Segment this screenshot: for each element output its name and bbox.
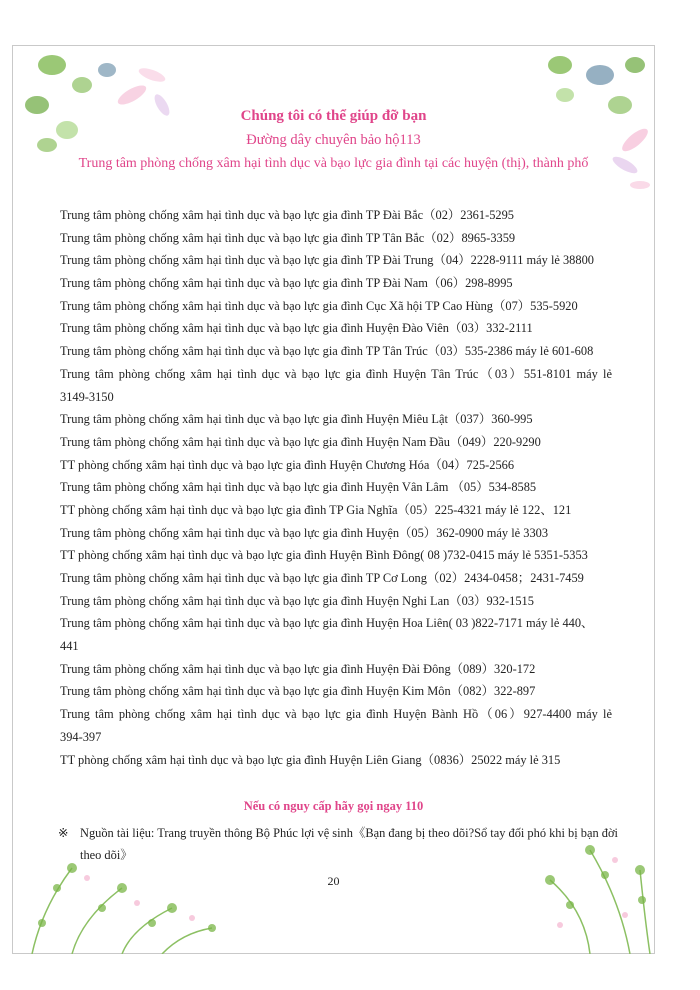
center-line: Trung tâm phòng chống xâm hại tình dục và bạo lực gia đình TP Đài Trung（04）2228-9111 máy lẻ 38800: [60, 253, 594, 268]
center-line: Trung tâm phòng chống xâm hại tình dục và bạo lực gia đình Huyện Vân Lâm （05）534-8585: [60, 480, 537, 495]
center-line: 441: [60, 639, 79, 654]
center-line: Trung tâm phòng chống xâm hại tình dục và bạo lực gia đình TP Tân Bắc（02）8965-3359: [60, 230, 516, 245]
centers-subtitle: Trung tâm phòng chống xâm hại tình dục và bạo lực gia đình tại các huyện (thị), thành phố: [78, 156, 589, 171]
hotline-heading: Đường dây chuyên bảo hộ113: [246, 132, 421, 148]
center-line: Trung tâm phòng chống xâm hại tình dục và bạo lực gia đình Huyện Miêu Lật（037）360-995: [60, 412, 533, 427]
center-line: Trung tâm phòng chống xâm hại tình dục và bạo lực gia đình Huyện Hoa Liên( 03 )822-7171 máy lẻ 440、: [60, 616, 594, 631]
center-line: Trung tâm phòng chống xâm hại tình dục và bạo lực gia đình TP Đài Bắc（02）2361-5295: [60, 208, 514, 222]
page-number: 20: [327, 874, 340, 888]
center-line: Trung tâm phòng chống xâm hại tình dục và bạo lực gia đình Huyện（05）362-0900 máy lẻ 3303: [60, 525, 549, 540]
center-line: TT phòng chống xâm hại tình dục và bạo lực gia đình Huyện Chương Hóa（04）725-2566: [60, 457, 515, 472]
center-line: Trung tâm phòng chống xâm hại tình dục và bạo lực gia đình Huyện Nghi Lan（03）932-1515: [60, 593, 534, 608]
page-title: Chúng tôi có thể giúp đỡ bạn: [240, 108, 427, 124]
source-note: [60, 822, 620, 866]
center-line: Trung tâm phòng chống xâm hại tình dục và bạo lực gia đình Cục Xã hội TP Cao Hùng（07）535-5920: [60, 298, 578, 313]
center-line: TT phòng chống xâm hại tình dục và bạo lực gia đình TP Gia Nghĩa（05）225-4321 máy lẻ 122、121: [60, 502, 572, 517]
center-line: Trung tâm phòng chống xâm hại tình dục và bạo lực gia đình Huyện Đài Đông（089）320-172: [60, 661, 536, 676]
source-text: Nguồn tài liệu: Trang truyền thông Bộ Phúc lợi vệ sinh《Bạn đang bị theo dõi?Sổ tay đối phó khi bị bạn đời theo dõi》: [80, 826, 618, 862]
center-line: 3149-3150: [60, 389, 114, 404]
center-line: Trung tâm phòng chống xâm hại tình dục và bạo lực gia đình Huyện Nam Đầu（049）220-9290: [60, 434, 541, 449]
center-line: TT phòng chống xâm hại tình dục và bạo lực gia đình Huyện Bình Đông( 08 )732-0415 máy lẻ 5351-5353: [60, 548, 588, 563]
reference-mark-icon: ※: [58, 826, 69, 840]
center-line: TT phòng chống xâm hại tình dục và bạo lực gia đình Huyện Liên Giang（0836）25022 máy lẻ 315: [60, 752, 561, 767]
emergency-notice: Nếu có nguy cấp hãy gọi ngay 110: [243, 799, 424, 813]
center-list: [60, 204, 612, 771]
center-line: Trung tâm phòng chống xâm hại tình dục và bạo lực gia đình Huyện Kim Môn（082）322-897: [60, 684, 536, 699]
center-line: Trung tâm phòng chống xâm hại tình dục và bạo lực gia đình Huyện Bành Hồ（06）927-4400 máy lẻ: [60, 707, 612, 722]
center-line: Trung tâm phòng chống xâm hại tình dục và bạo lực gia đình Huyện Tân Trúc（03）551-8101 máy lẻ: [60, 366, 612, 381]
center-line: Trung tâm phòng chống xâm hại tình dục và bạo lực gia đình TP Cơ Long（02）2434-0458；2431-7459: [60, 571, 584, 585]
center-line: Trung tâm phòng chống xâm hại tình dục và bạo lực gia đình TP Đài Nam（06）298-8995: [60, 276, 513, 291]
center-line: 394-397: [60, 729, 102, 744]
center-line: Trung tâm phòng chống xâm hại tình dục và bạo lực gia đình Huyện Đào Viên（03）332-2111: [60, 321, 533, 336]
center-line: Trung tâm phòng chống xâm hại tình dục và bạo lực gia đình TP Tân Trúc（03）535-2386 máy lẻ 601-608: [60, 344, 594, 359]
